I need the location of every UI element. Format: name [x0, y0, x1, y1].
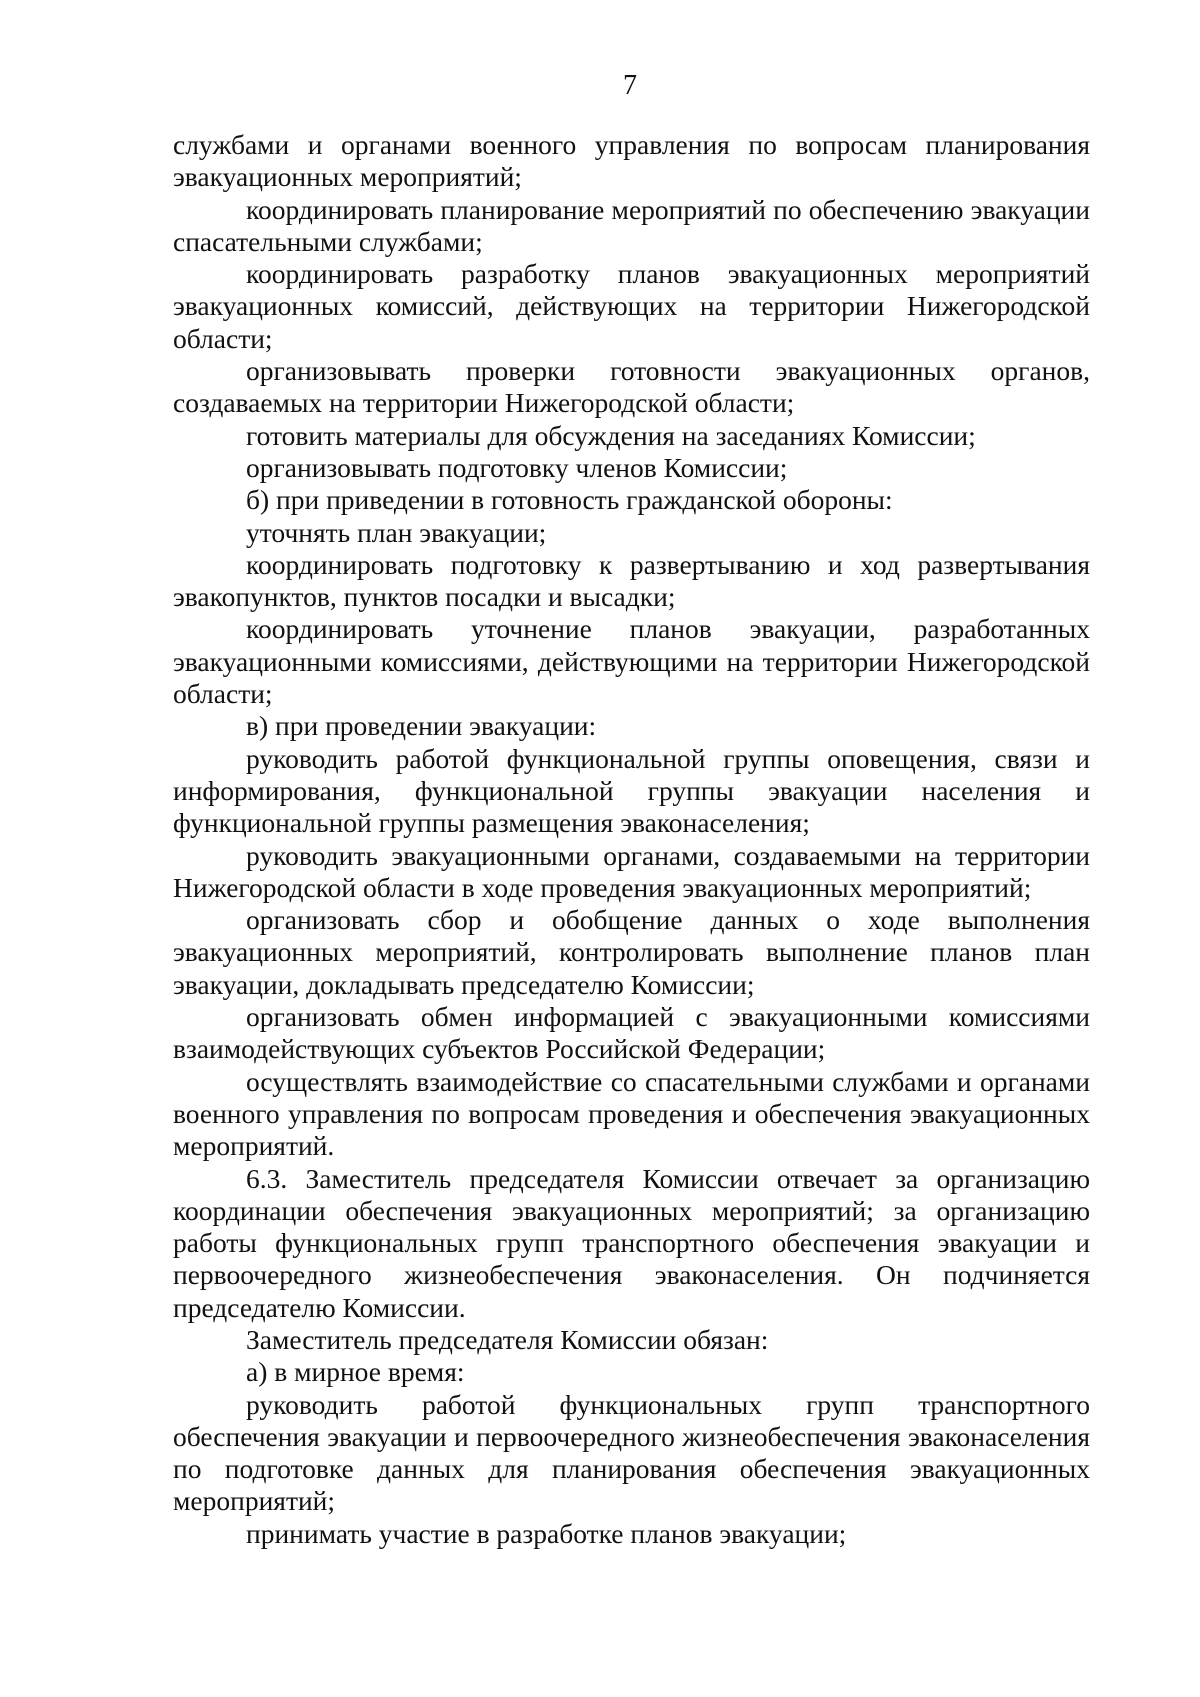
paragraph-section-6-3: 6.3. Заместитель председателя Комиссии отвечает за организацию координации обеспечения эвакуационных мероприятий; за организацию работы функциональных групп транспортного обеспечения эвакуации и первоочередного жизнеобеспечения эваконаселения. Он подчиняется председателю Комиссии.	[173, 1162, 1090, 1323]
paragraph: принимать участие в разработке планов эвакуации;	[246, 1517, 847, 1549]
paragraph: организовать сбор и обобщение данных о ходе выполнения эвакуационных мероприятий, контролировать выполнение планов план эвакуации, докладывать председателю Комиссии;	[173, 904, 1090, 1000]
paragraph: осуществлять взаимодействие со спасательными службами и органами военного управления по вопросам проведения и обеспечения эвакуационных мероприятий.	[173, 1065, 1090, 1162]
paragraph-subheading: б) при приведении в готовность гражданской обороны:	[246, 484, 893, 516]
paragraph-continuation: службами и органами военного управления по вопросам планирования эвакуационных мероприятий;	[173, 129, 1090, 193]
paragraph: Заместитель председателя Комиссии обязан:	[246, 1323, 769, 1355]
document-body	[173, 129, 1090, 1550]
paragraph: руководить работой функциональных групп транспортного обеспечения эвакуации и первоочередного жизнеобеспечения эваконаселения по подготовке данных для планирования обеспечения эвакуационных мероприятий;	[173, 1388, 1090, 1517]
paragraph: руководить эвакуационными органами, создаваемыми на территории Нижегородской области в ходе проведения эвакуационных мероприятий;	[173, 839, 1090, 903]
paragraph: организовывать подготовку членов Комиссии;	[246, 451, 788, 483]
paragraph: уточнять план эвакуации;	[246, 516, 547, 548]
paragraph: готовить материалы для обсуждения на заседаниях Комиссии;	[246, 419, 976, 451]
paragraph-subheading: а) в мирное время:	[246, 1356, 465, 1388]
paragraph: координировать разработку планов эвакуационных мероприятий эвакуационных комиссий, действующих на территории Нижегородской области;	[173, 258, 1090, 354]
paragraph: руководить работой функциональной группы оповещения, связи и информирования, функциональной группы эвакуации населения и функциональной группы размещения эваконаселения;	[173, 742, 1090, 839]
page-number: 7	[623, 70, 637, 101]
paragraph: организовывать проверки готовности эвакуационных органов, создаваемых на территории Нижегородской области;	[173, 355, 1090, 419]
paragraph: координировать подготовку к развертыванию и ход развертывания эвакопунктов, пунктов посадки и высадки;	[173, 548, 1090, 613]
paragraph-subheading: в) при проведении эвакуации:	[246, 710, 597, 742]
paragraph: координировать планирование мероприятий по обеспечению эвакуации спасательными службами;	[173, 193, 1090, 257]
paragraph: координировать уточнение планов эвакуации, разработанных эвакуационными комиссиями, действующими на территории Нижегородской области;	[173, 613, 1090, 710]
paragraph: организовать обмен информацией с эвакуационными комиссиями взаимодействующих субъектов Российской Федерации;	[173, 1001, 1090, 1065]
